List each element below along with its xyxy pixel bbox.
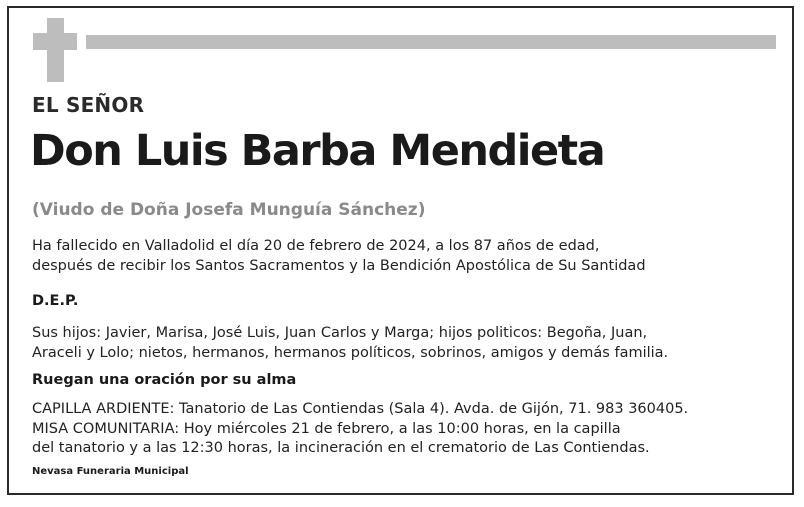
prayer-request: Ruegan una oración por su alma <box>32 372 297 388</box>
service-line: del tanatorio y a las 12:30 horas, la incineración en el crematorio de Las Contiendas. <box>32 440 650 456</box>
honorific: EL SEÑOR <box>32 93 145 117</box>
family-line: Araceli y Lolo; nietos, hermanos, hermanos políticos, sobrinos, amigos y demás familia. <box>32 344 669 361</box>
announcement-line: después de recibir los Santos Sacramentos y la Bendición Apostólica de Su Santidad <box>32 257 646 274</box>
family-list <box>32 324 668 363</box>
widower-note: (Viudo de Doña Josefa Munguía Sánchez) <box>32 200 426 220</box>
service-info <box>32 400 688 459</box>
service-line: CAPILLA ARDIENTE: Tanatorio de Las Contiendas (Sala 4). Avda. de Gijón, 71. 983 360405. <box>32 401 689 417</box>
deceased-name: Don Luis Barba Mendieta <box>30 126 605 176</box>
announcement <box>32 237 646 276</box>
announcement-line: Ha fallecido en Valladolid el día 20 de febrero de 2024, a los 87 años de edad, <box>32 238 600 254</box>
service-line: MISA COMUNITARIA: Hoy miércoles 21 de febrero, a las 10:00 horas, en la capilla <box>32 420 621 437</box>
family-line: Sus hijos: Javier, Marisa, José Luis, Juan Carlos y Marga; hijos politicos: Begoña, Juan, <box>32 325 648 341</box>
dep-label: D.E.P. <box>32 293 79 309</box>
header-rule <box>86 35 776 49</box>
cross-icon-horizontal <box>33 33 77 50</box>
funeral-home: Nevasa Funeraria Municipal <box>32 466 189 477</box>
cross-icon-vertical <box>47 18 64 82</box>
